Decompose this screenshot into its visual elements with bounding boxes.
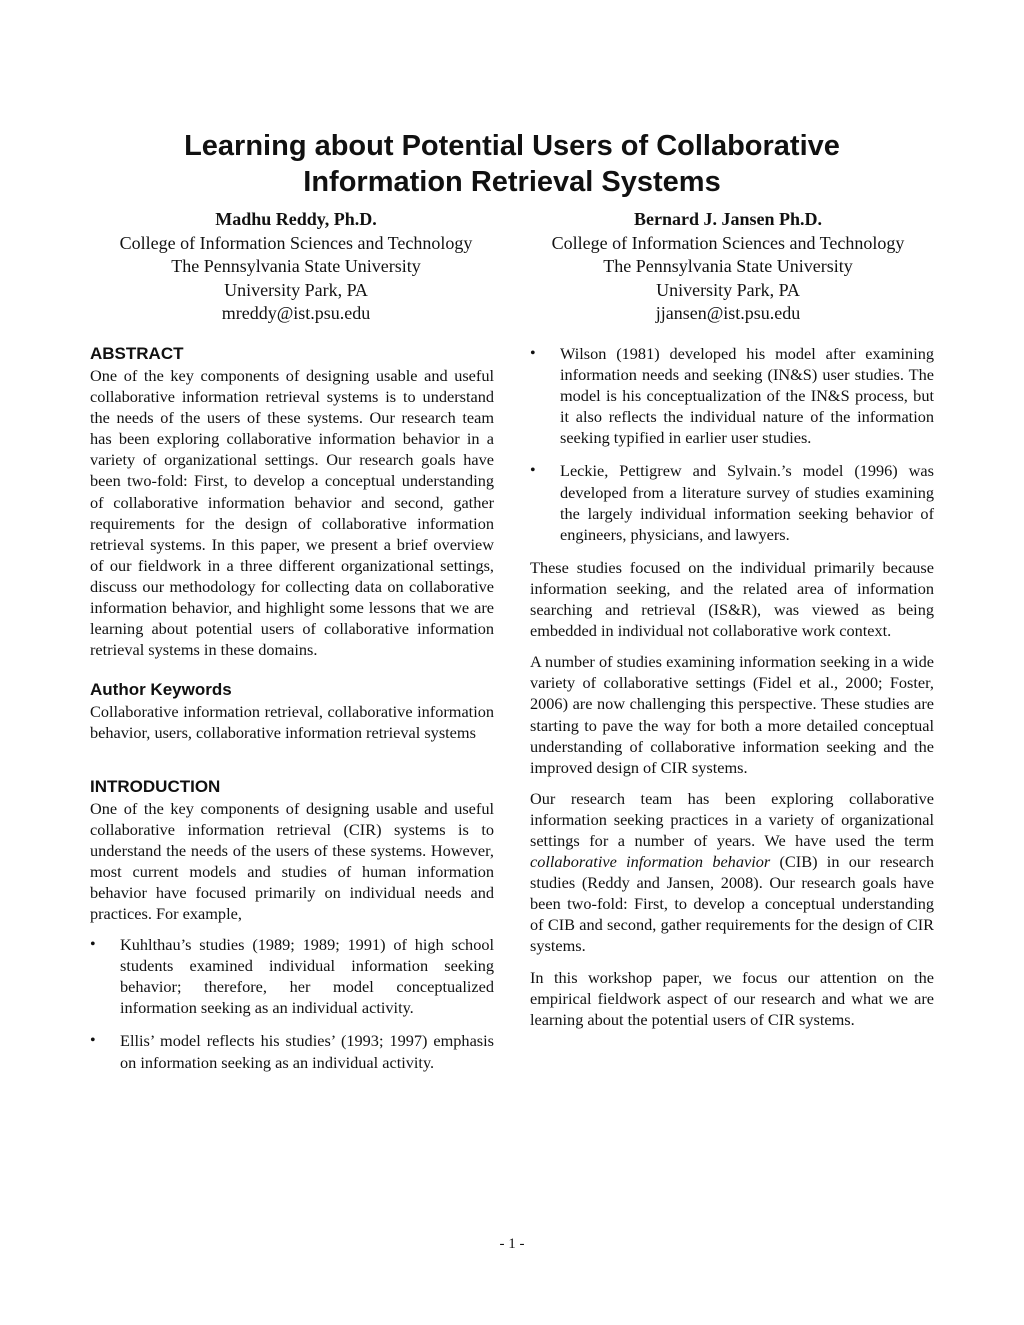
abstract-heading: ABSTRACT [90,344,184,363]
keywords-heading: Author Keywords [90,680,232,700]
paragraph-workshop-focus: In this workshop paper, we focus our attention on the empirical fieldwork aspect of our research and what we are learning about the potential users of CIR systems. [530,967,934,1029]
author-affiliation: College of Information Sciences and Technology [119,232,473,253]
left-column [90,343,494,1085]
bullet-text: Kuhlthau’s studies (1989; 1989; 1991) of high school students examined individual information seeking behavior; therefore, her model conceptualized information seeking as an individual activity. [120,935,494,1018]
page-number: - 1 - [499,1236,525,1252]
author-location: University Park, PA [656,279,800,300]
list-item [90,1030,494,1072]
abstract-text: One of the key components of designing usable and useful collaborative information retrieval systems is to understand the needs of the users of these systems. Our research team has been exploring collaborative information behavior in a variety of organizational settings. Our research goals have been two-fold: First, to develop a conceptual understanding of collaborative information behavior and second, gather requirements for the design of collaborative information retrieval systems. In this paper, we present a brief overview of our fieldwork in a three different organizational settings, discuss our methodology for collecting data on collaborative information behavior, and highlight some lessons that we are learning about potential users of collaborative information retrieval systems in these domains. [90,366,494,660]
introduction-heading: INTRODUCTION [90,776,221,796]
list-item [530,343,934,448]
bullet-icon: • [90,1032,96,1050]
bullet-icon: • [530,462,536,480]
list-item [530,460,934,544]
author-university: The Pennsylvania State University [603,256,853,276]
title-line-2: Information Retrieval Systems [303,166,721,198]
bullet-text: Wilson (1981) developed his model after examining information needs and seeking (IN&S) user studies. The model is his conceptualization of the IN&S process, but it also reflects the individual nature of the information seeking typified in earlier user studies. [560,344,934,448]
models-bullet-list [530,343,934,545]
author-email[interactable]: jjansen@ist.psu.edu [655,303,801,323]
bullet-text: Ellis’ model reflects his studies’ (1993; 1997) emphasis on information seeking as an individual activity. [120,1031,494,1072]
author-block-1 [86,208,506,326]
paper-title [0,128,1024,200]
introduction-bullet-list [90,934,494,1073]
para3-text-start: Our research team has been exploring collaborative information seeking practices in a variety of organizational settings for a number of years. We have used the term [530,788,934,850]
author-block-2 [518,208,938,326]
author-university: The Pennsylvania State University [171,256,421,276]
author-email[interactable]: mreddy@ist.psu.edu [221,303,371,323]
bullet-icon: • [530,345,536,362]
paragraph-collaborative-studies: A number of studies examining information seeking in a wide variety of collaborative settings (Fidel et al., 2000; Foster, 2006) are now challenging this perspective. These studies are starting to pave the way for both a more detailed conceptual understanding of collaborative information seeking and the improved design of CIR systems. [530,652,934,777]
paragraph-individual-focus: These studies focused on the individual primarily because information seeking, and the related area of information searching and retrieval (IS&R), was viewed as being embedded in individual not collaborative work context. [530,557,934,641]
paragraph-research-team [530,788,934,957]
introduction-text: One of the key components of designing usable and useful collaborative information retrieval (CIR) systems is to understand the needs of the users of these systems. However, most current models and studies of human information behavior have focused primarily on individual needs and practices. For example, [90,798,494,923]
para3-italic-term: collaborative information behavior [530,852,771,872]
bullet-text: Leckie, Pettigrew and Sylvain.’s model (1996) was developed from a literature survey of studies examining the largely individual information seeking behavior of engineers, physicians, and lawyers. [560,461,934,544]
list-item [90,934,494,1018]
title-line-1: Learning about Potential Users of Collaborative [184,130,840,162]
keywords-text: Collaborative information retrieval, collaborative information behavior, users, collaborative information retrieval systems [90,702,494,743]
para3-text-end: (CIB) in our research studies (Reddy and Jansen, 2008). Our research goals have been two-fold: First, to develop a conceptual understanding of CIB and second, gather requirements for the design of CIR systems. [530,852,935,956]
author-affiliation: College of Information Sciences and Technology [551,232,905,253]
author-location: University Park, PA [224,279,368,300]
bullet-icon: • [90,936,96,954]
author-name: Bernard J. Jansen Ph.D. [633,209,822,229]
author-name: Madhu Reddy, Ph.D. [215,209,377,229]
right-column [530,343,934,1040]
